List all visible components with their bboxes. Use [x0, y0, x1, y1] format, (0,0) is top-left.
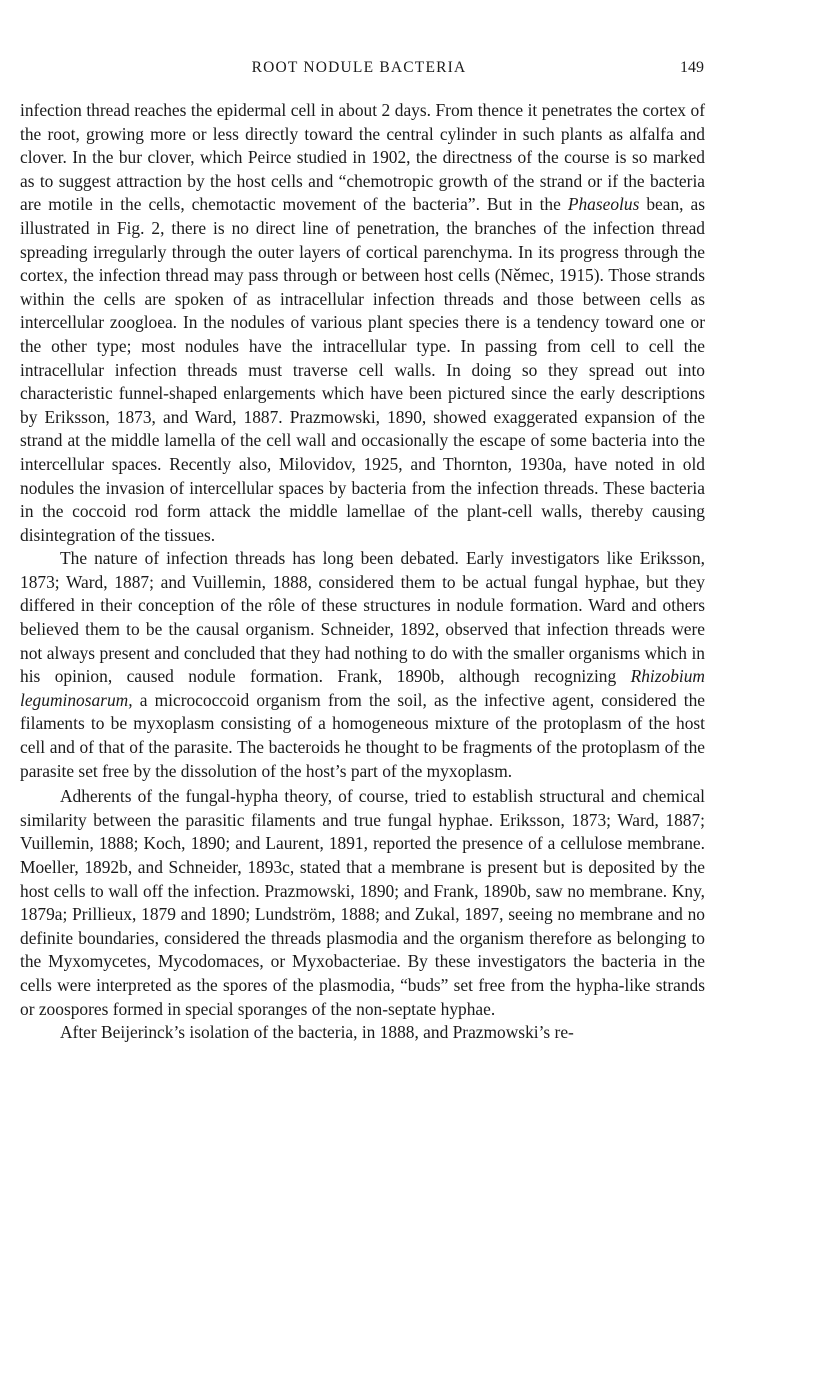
body-text: [20, 99, 705, 1045]
running-head: [0, 59, 828, 83]
paragraph: [20, 99, 705, 547]
page-number: 149: [680, 59, 704, 76]
italic-text-run: Phaseolus: [567, 194, 640, 215]
text-run: infection thread reaches the epidermal cell in about 2 days. From thence it penetrates the cortex of the root, growing more or less directly toward the central cylinder in such plants as alfalfa and clover. In the bur clover, which Peirce studied in 1902, the directness of the course is so marked as to suggest attraction by the host cells and “chemotropic growth of the strand or if the bacteria are motile in the cells, chemotactic movement of the bacteria”. But in the: [20, 100, 705, 215]
running-title: ROOT NODULE BACTERIA: [251, 59, 467, 76]
text-run: Adherents of the fungal-hypha theory, of course, tried to establish structural and chemical similarity between the parasitic filaments and true fungal hyphae. Eriksson, 1873; Ward, 1887; Vuillemin, 1888; Koch, 1890; and Laurent, 1891, reported the presence of a cellulose membrane. Moeller, 1892b, and Schneider, 1893c, stated that a membrane is present but is deposited by the host cells to wall off the infection. Prazmowski, 1890; and Frank, 1890b, saw no membrane. Kny, 1879a; Prillieux, 1879 and 1890; Lundström, 1888; and Zukal, 1897, seeing no membrane and no definite boundaries, considered the threads plasmodia and the organism therefore as belonging to the Myxomycetes, Mycodomaces, or Myxobacteriae. By these investigators the bacteria in the cells were interpreted as the spores of the plasmodia, “buds” set free from the hypha-like strands or zoospores formed in special sporanges of the non-septate hyphae.: [20, 786, 705, 1019]
text-run: a micrococcoid organism from the soil, as the infective agent, considered the filaments to be myxoplasm consisting of a homogeneous mixture of the protoplasm of the host cell and of that of the parasite. The bacteroids he thought to be fragments of the protoplasm of the parasite set free by the dissolution of the host’s part of the myxoplasm.: [20, 689, 705, 781]
paragraph: [20, 547, 705, 783]
paragraph: [20, 1021, 705, 1045]
paragraph: [20, 785, 705, 1021]
text-run: The nature of infection threads has long been debated. Early investigators like Eriksson, 1873; Ward, 1887; and Vuillemin, 1888, considered them to be actual fungal hyphae, but they differed in their conception of the rôle of these structures in nodule formation. Ward and others believed them to be the causal organism. Schneider, 1892, observed that infection threads were not always present and concluded that they had nothing to do with the smaller organisms which in his opinion, caused nodule formation. Frank, 1890b, although recognizing: [20, 548, 705, 687]
text-run: After Beijerinck’s isolation of the bacteria, in 1888, and Prazmowski’s re-: [60, 1022, 574, 1043]
italic-text-run: Rhizobium leguminosarum,: [20, 666, 705, 710]
text-run: bean, as illustrated in Fig. 2, there is no direct line of penetration, the branches of the infection thread spreading irregularly through the outer layers of cortical parenchyma. In its progress through the cortex, the infection thread may pass through or between host cells (Němec, 1915). Those strands within the cells are spoken of as intracellular infection threads and those between cells as intercellular zoogloea. In the nodules of various plant species there is a tendency toward one or the other type; most nodules have the intracellular type. In passing from cell to cell the intracellular infection threads must traverse cell walls. In doing so they spread out into characteristic funnel-shaped enlargements which have been pictured since the early descriptions by Eriksson, 1873, and Ward, 1887. Prazmowski, 1890, showed exaggerated expansion of the strand at the middle lamella of the cell wall and occasionally the escape of some bacteria into the intercellular spaces. Recently also, Milovidov, 1925, and Thornton, 1930a, have noted in old nodules the invasion of intercellular spaces by bacteria from the infection threads. These bacteria in the coccoid rod form attack the middle lamellae of the plant-cell walls, thereby causing disintegration of the tissues.: [20, 194, 706, 545]
